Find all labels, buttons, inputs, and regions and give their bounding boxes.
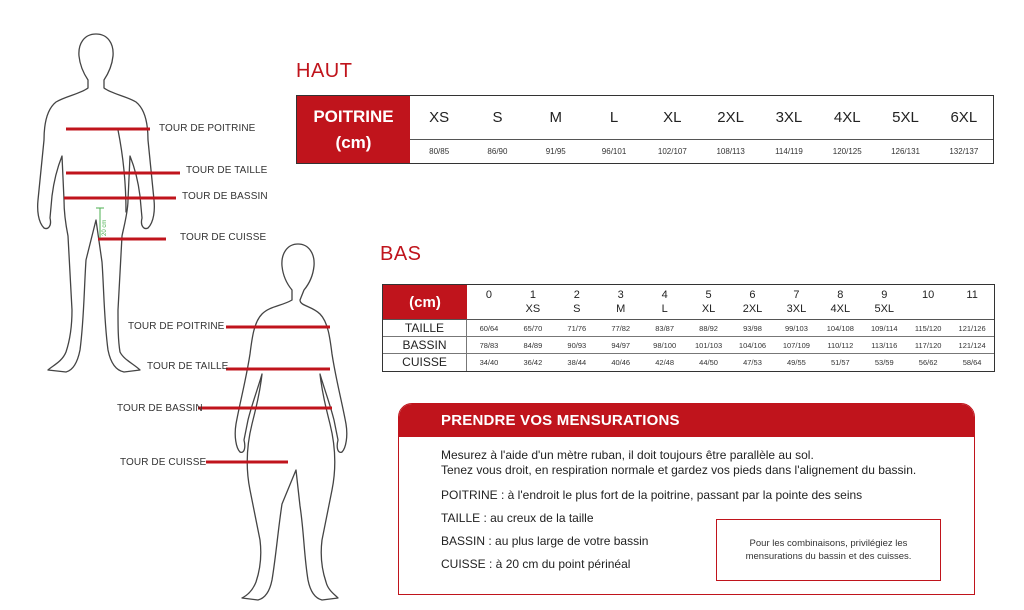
haut-size-row bbox=[410, 96, 993, 140]
bas-value: 42/48 bbox=[655, 358, 675, 367]
bas-value: 99/103 bbox=[784, 323, 808, 333]
bas-value: 36/42 bbox=[523, 358, 543, 367]
bas-size-letter: M bbox=[616, 303, 626, 315]
bas-size-letter: XL bbox=[701, 303, 716, 315]
bas-row-values bbox=[467, 358, 994, 367]
bas-value: 98/100 bbox=[653, 340, 677, 350]
bas-value: 115/120 bbox=[914, 323, 942, 333]
male-label-bassin: TOUR DE BASSIN bbox=[182, 191, 268, 202]
male-label-cuisse: TOUR DE CUISSE bbox=[180, 232, 267, 243]
bas-size-number: 4 bbox=[661, 289, 668, 301]
bas-size-1 bbox=[511, 285, 555, 319]
bas-value: 104/106 bbox=[738, 340, 767, 350]
bas-value: 113/116 bbox=[871, 340, 898, 350]
bas-row-label: CUISSE bbox=[383, 354, 467, 371]
bas-row-values bbox=[467, 341, 994, 350]
bas-value: 88/92 bbox=[699, 323, 718, 333]
haut-header-line2: (cm) bbox=[335, 132, 372, 152]
bas-size-7 bbox=[774, 285, 818, 319]
bas-size-2 bbox=[555, 285, 599, 319]
haut-size-xl: XL bbox=[663, 109, 682, 126]
bas-header-cell: (cm) bbox=[383, 285, 467, 319]
bas-row-values bbox=[467, 324, 994, 333]
haut-value-m: 91/95 bbox=[545, 147, 566, 156]
bas-size-letter: 3XL bbox=[786, 303, 807, 315]
haut-value-row bbox=[410, 140, 993, 163]
instruction-line-1: Mesurez à l'aide d'un mètre ruban, il doit toujours être parallèle au sol. bbox=[441, 448, 814, 462]
bas-value: 94/97 bbox=[611, 340, 631, 350]
haut-size-2xl: 2XL bbox=[717, 109, 744, 126]
bas-value: 93/98 bbox=[743, 323, 762, 333]
haut-value-s: 86/90 bbox=[487, 147, 508, 156]
bas-value: 110/112 bbox=[827, 340, 854, 350]
bas-value: 104/108 bbox=[826, 323, 854, 333]
bas-size-letter: L bbox=[661, 303, 668, 315]
bas-size-number: 7 bbox=[793, 289, 800, 301]
bas-value: 58/64 bbox=[962, 358, 982, 367]
bas-size-8 bbox=[818, 285, 862, 319]
bas-value: 109/114 bbox=[870, 323, 898, 333]
bas-title: BAS bbox=[380, 243, 422, 265]
haut-value-xl: 102/107 bbox=[657, 147, 687, 156]
haut-value-5xl: 126/131 bbox=[891, 147, 920, 156]
haut-size-m: M bbox=[549, 109, 562, 126]
bas-value: 77/82 bbox=[611, 323, 631, 333]
instruction-bassin: BASSIN : au plus large de votre bassin bbox=[441, 534, 649, 548]
bas-value: 44/50 bbox=[699, 358, 718, 367]
instructions-title: PRENDRE VOS MENSURATIONS bbox=[399, 404, 974, 437]
haut-value-4xl: 120/125 bbox=[832, 147, 862, 156]
bas-size-3 bbox=[599, 285, 643, 319]
bas-value: 49/55 bbox=[787, 358, 806, 367]
bas-size-0 bbox=[467, 285, 511, 319]
bas-size-row bbox=[467, 285, 994, 319]
bas-size-letter: 2XL bbox=[742, 303, 763, 315]
body-figures-illustration bbox=[0, 0, 400, 610]
bas-value: 53/59 bbox=[874, 358, 894, 367]
bas-size-number: 3 bbox=[617, 289, 624, 301]
thigh-offset-label: 20 cm bbox=[102, 219, 108, 236]
bas-value: 83/87 bbox=[655, 323, 675, 333]
female-label-poitrine: TOUR DE POITRINE bbox=[128, 321, 225, 332]
haut-title: HAUT bbox=[296, 60, 353, 82]
bas-row-taille bbox=[383, 320, 994, 337]
bas-size-10 bbox=[906, 285, 950, 319]
female-label-taille: TOUR DE TAILLE bbox=[147, 361, 229, 372]
bas-row-label: BASSIN bbox=[383, 337, 467, 353]
bas-row-label: TAILLE bbox=[383, 320, 467, 336]
bas-value: 51/57 bbox=[830, 358, 850, 367]
haut-size-6xl: 6XL bbox=[950, 109, 978, 126]
haut-value-l: 96/101 bbox=[601, 147, 627, 156]
combination-note: Pour les combinaisons, privilégiez les mensurations du bassin et des cuisses. bbox=[716, 519, 941, 581]
bas-size-table bbox=[382, 284, 995, 372]
bas-size-number: 8 bbox=[837, 289, 844, 301]
bas-size-6 bbox=[731, 285, 775, 319]
bas-size-letter: 5XL bbox=[874, 303, 895, 315]
haut-size-3xl: 3XL bbox=[775, 109, 803, 126]
bas-size-letter: XS bbox=[525, 303, 541, 315]
bas-size-letter: 4XL bbox=[830, 303, 851, 315]
bas-row-cuisse bbox=[383, 354, 994, 371]
male-label-taille: TOUR DE TAILLE bbox=[186, 165, 268, 176]
bas-size-4 bbox=[643, 285, 687, 319]
haut-size-s: S bbox=[492, 109, 503, 126]
bas-value: 101/103 bbox=[695, 340, 723, 350]
bas-row-bassin bbox=[383, 337, 994, 354]
bas-size-11 bbox=[950, 285, 994, 319]
bas-value: 38/44 bbox=[567, 358, 587, 367]
bas-size-number: 9 bbox=[881, 289, 888, 301]
haut-value-xs: 80/85 bbox=[429, 147, 450, 156]
instruction-poitrine: POITRINE : à l'endroit le plus fort de la poitrine, passant par la pointe des seins bbox=[441, 488, 863, 502]
female-label-bassin: TOUR DE BASSIN bbox=[117, 403, 203, 414]
bas-size-5 bbox=[687, 285, 731, 319]
bas-value: 47/53 bbox=[743, 358, 762, 367]
bas-value: 90/93 bbox=[567, 340, 587, 350]
bas-value: 117/120 bbox=[914, 340, 942, 350]
bas-size-9 bbox=[862, 285, 906, 319]
haut-size-xs: XS bbox=[429, 109, 450, 126]
haut-value-2xl: 108/113 bbox=[716, 147, 745, 156]
bas-size-number: 6 bbox=[749, 289, 756, 301]
haut-header-cell bbox=[297, 96, 410, 163]
bas-size-number: 5 bbox=[705, 289, 712, 301]
bas-value: 40/46 bbox=[611, 358, 631, 367]
bas-value: 34/40 bbox=[479, 358, 499, 367]
bas-value: 60/64 bbox=[479, 323, 499, 333]
bas-value: 107/109 bbox=[782, 340, 810, 350]
bas-size-number: 10 bbox=[922, 289, 935, 301]
instruction-taille: TAILLE : au creux de la taille bbox=[441, 511, 594, 525]
bas-value: 65/70 bbox=[523, 323, 543, 333]
bas-size-number: 1 bbox=[529, 289, 536, 301]
bas-value: 78/83 bbox=[479, 340, 499, 350]
haut-size-4xl: 4XL bbox=[833, 109, 861, 126]
bas-size-letter: S bbox=[573, 303, 581, 315]
bas-size-number: 2 bbox=[573, 289, 580, 301]
haut-size-table bbox=[296, 95, 994, 164]
bas-size-number: 0 bbox=[485, 289, 493, 301]
haut-size-l: L bbox=[609, 109, 619, 126]
bas-value: 56/62 bbox=[918, 358, 938, 367]
male-label-poitrine: TOUR DE POITRINE bbox=[159, 123, 256, 134]
bas-value: 71/76 bbox=[567, 323, 587, 333]
bas-size-number: 11 bbox=[966, 289, 978, 301]
haut-value-6xl: 132/137 bbox=[949, 147, 979, 156]
bas-value: 121/124 bbox=[958, 340, 986, 350]
bas-value: 84/89 bbox=[523, 340, 543, 350]
instruction-line-2: Tenez vous droit, en respiration normale et gardez vos pieds dans l'alignement du bassin. bbox=[441, 463, 917, 477]
female-label-cuisse: TOUR DE CUISSE bbox=[120, 457, 207, 468]
instruction-cuisse: CUISSE : à 20 cm du point périnéal bbox=[441, 557, 631, 571]
bas-value: 121/126 bbox=[958, 323, 986, 333]
haut-size-5xl: 5XL bbox=[892, 109, 919, 126]
female-silhouette bbox=[235, 244, 347, 600]
haut-header-line1: POITRINE bbox=[313, 106, 394, 126]
haut-value-3xl: 114/119 bbox=[775, 147, 803, 156]
